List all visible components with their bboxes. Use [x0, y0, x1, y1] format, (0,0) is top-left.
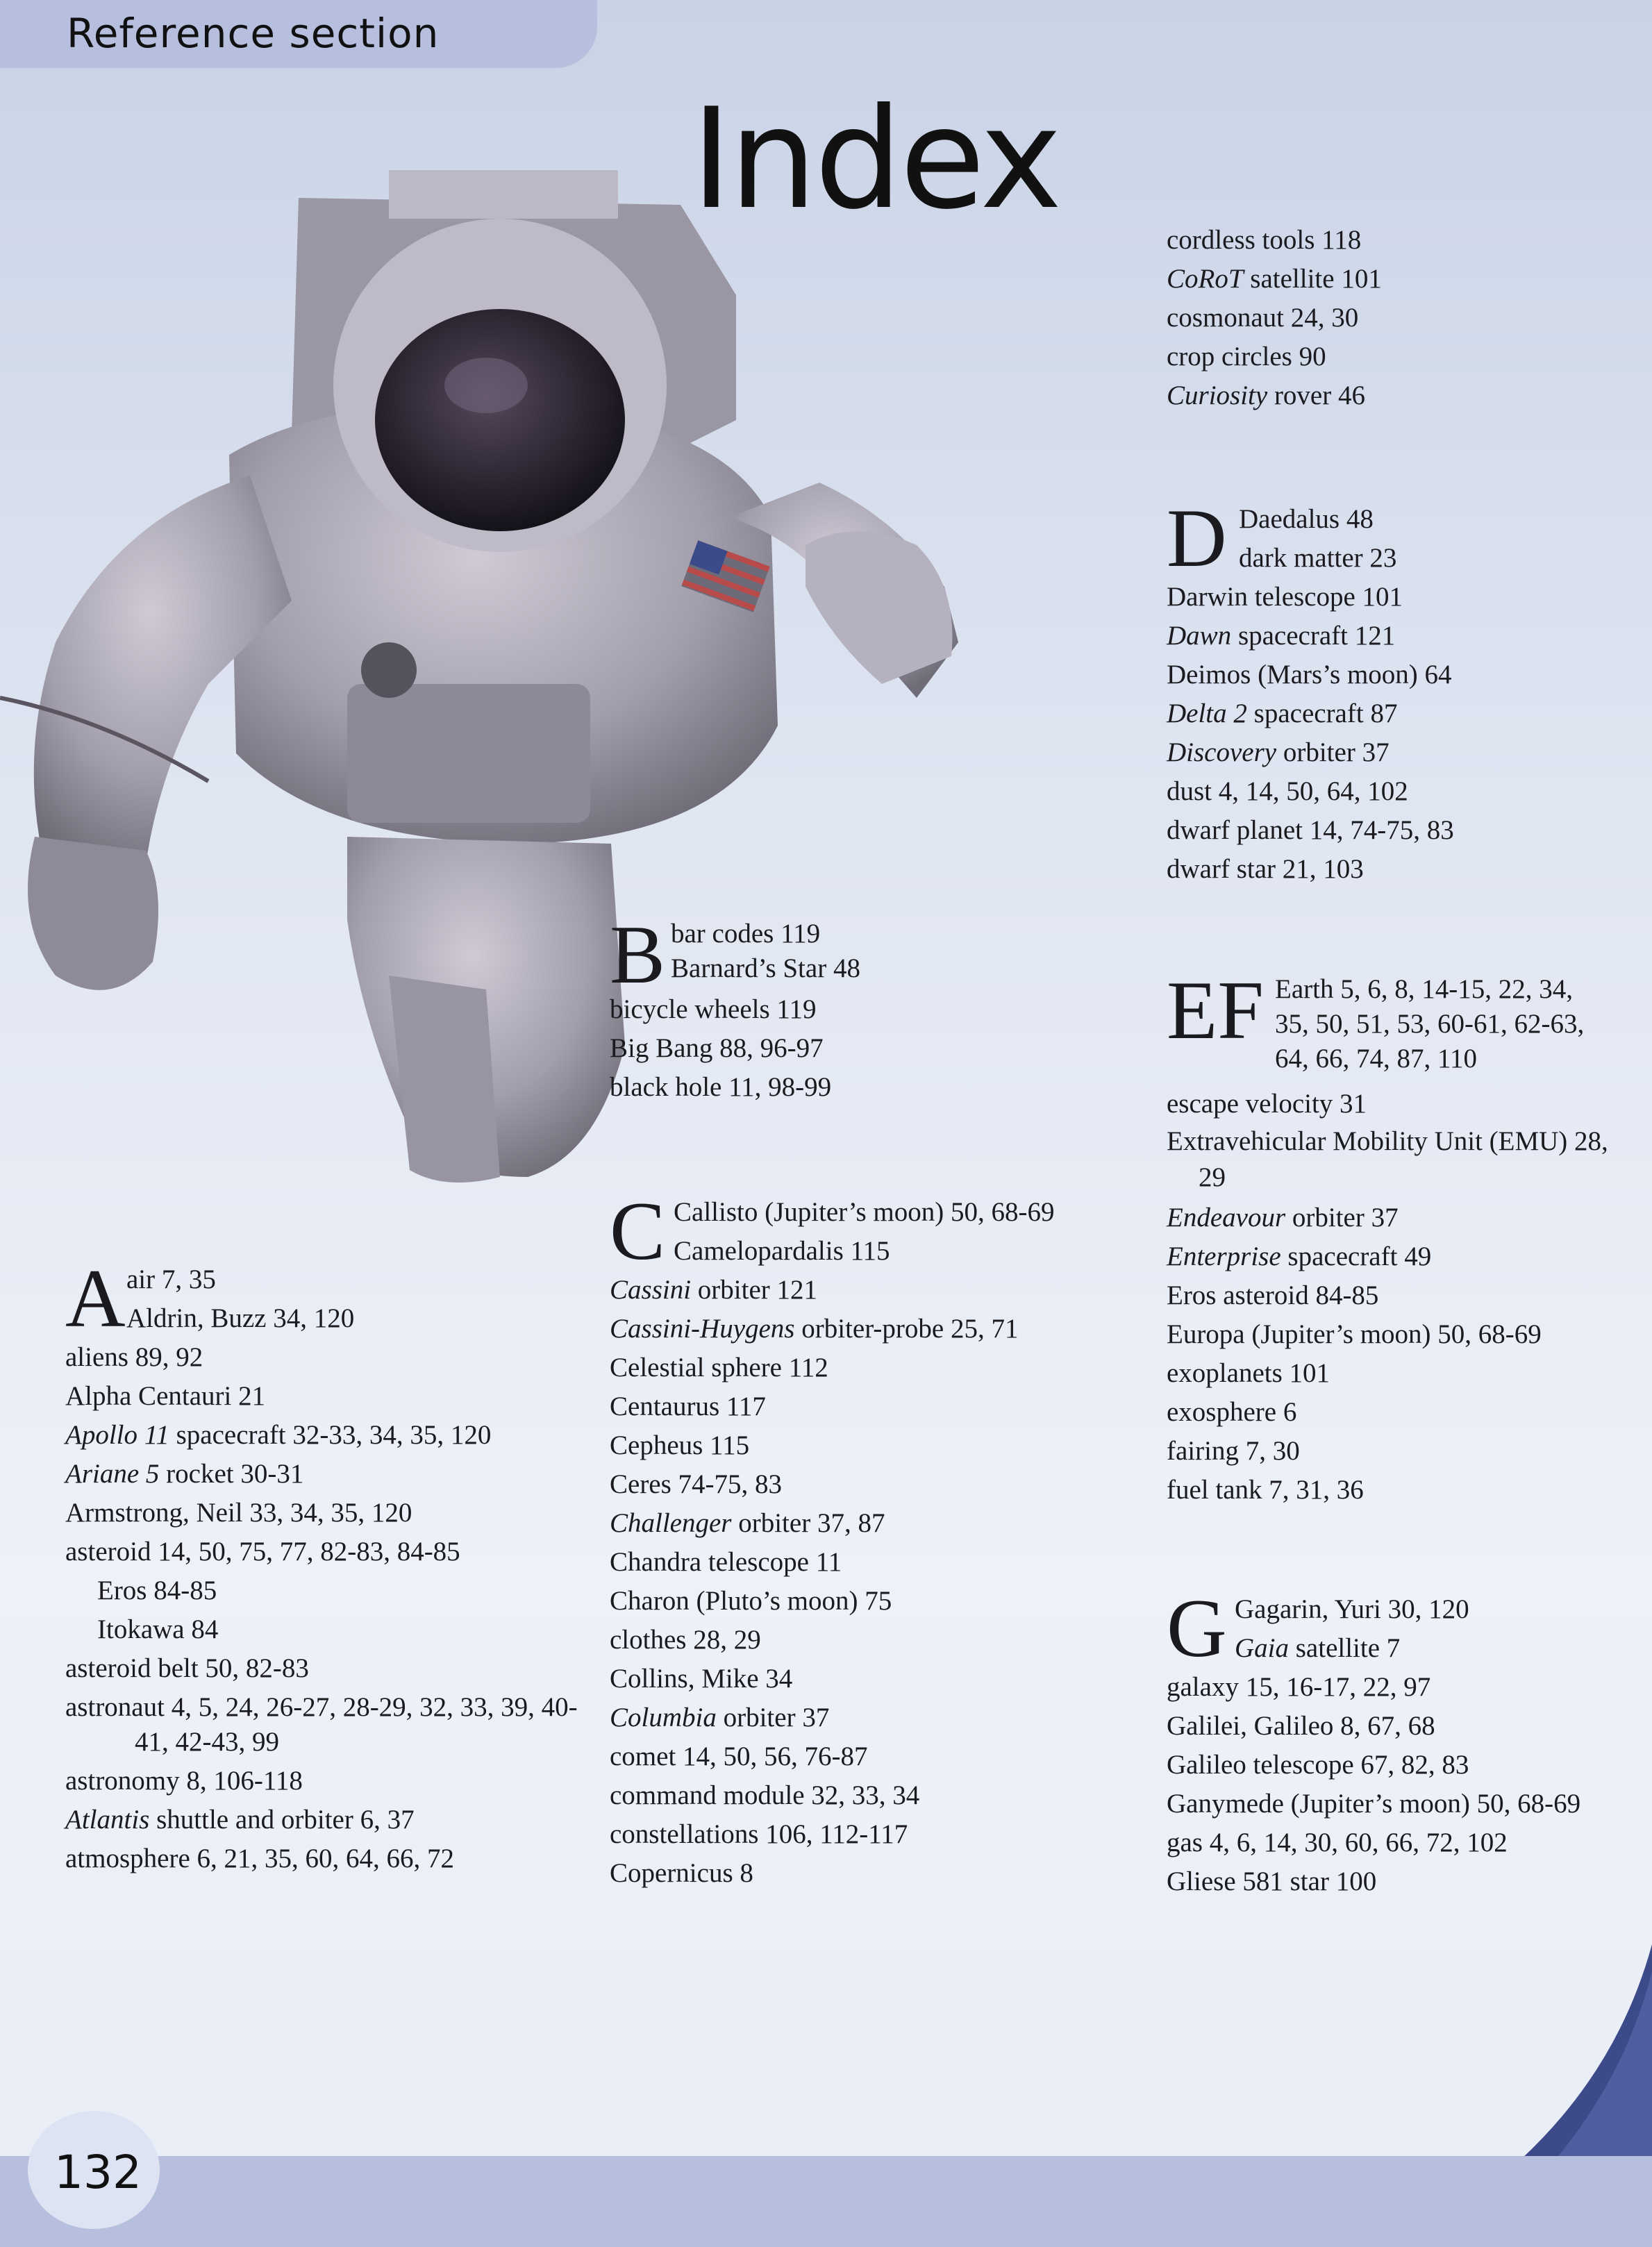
index-entry [610, 1698, 1151, 1737]
index-entry: crop circles 90 [1167, 342, 1326, 371]
entry-italic: CoRoT [1167, 264, 1244, 294]
index-entry: Collins, Mike 34 [610, 1664, 793, 1694]
index-entry: Centaurus 117 [610, 1392, 766, 1421]
index-entry: Copernicus 8 [610, 1858, 753, 1888]
index-entry: Chandra telescope 11 [610, 1547, 842, 1577]
index-entry: Cepheus 115 [610, 1430, 750, 1460]
page-title: Index [691, 78, 1060, 240]
planet-edge-image [1514, 1944, 1652, 2160]
index-entry: Armstrong, Neil 33, 34, 35, 120 [65, 1498, 412, 1528]
index-entry: clothes 28, 29 [610, 1625, 761, 1655]
index-entry [610, 1310, 1151, 1348]
index-entry [1167, 1198, 1639, 1237]
head-entry [1235, 1629, 1639, 1668]
page-number-badge [28, 2111, 160, 2229]
index-entry: Galilei, Galileo 8, 67, 68 [1167, 1711, 1435, 1741]
index-entry [65, 1416, 579, 1455]
entry-italic: Endeavour [1167, 1203, 1286, 1233]
index-entry: Deimos (Mars’s moon) 64 [1167, 660, 1452, 690]
entry-label: spacecraft 87 [1246, 699, 1398, 728]
entry-italic: Gaia [1235, 1633, 1289, 1663]
index-entry: dust 4, 14, 50, 64, 102 [1167, 776, 1408, 806]
head-entry: Daedalus 48 [1239, 504, 1374, 534]
head-entry: 64, 66, 74, 87, 110 [1275, 1044, 1478, 1074]
index-entry: Darwin telescope 101 [1167, 582, 1403, 612]
index-entry: fuel tank 7, 31, 36 [1167, 1475, 1364, 1505]
index-entry: dwarf star 21, 103 [1167, 854, 1364, 884]
entry-label: orbiter 37, 87 [731, 1508, 885, 1538]
section-head-d [1167, 492, 1625, 584]
head-entry: Earth 5, 6, 8, 14-15, 22, 34, [1275, 974, 1573, 1004]
index-entry [610, 1504, 1151, 1543]
section-label: Reference section [67, 10, 440, 57]
head-entry: Camelopardalis 115 [674, 1236, 890, 1266]
index-section-b [610, 908, 1096, 1107]
head-entry: air 7, 35 [126, 1264, 216, 1294]
entry-label: orbiter 37 [1285, 1203, 1399, 1233]
index-entry: cosmonaut 24, 30 [1167, 303, 1359, 333]
index-section-g [1167, 1582, 1639, 1901]
entry-italic: Cassini-Huygens [610, 1314, 795, 1344]
index-entry: exosphere 6 [1167, 1397, 1297, 1427]
head-entry: Barnard’s Star 48 [671, 953, 860, 983]
entry-label: spacecraft 121 [1231, 621, 1396, 651]
index-entry: exoplanets 101 [1167, 1358, 1330, 1388]
index-entry: comet 14, 50, 56, 76-87 [610, 1741, 868, 1771]
index-entry [65, 1377, 579, 1416]
entry-italic: Enterprise [1167, 1242, 1281, 1271]
index-entry [1167, 1237, 1639, 1276]
index-section-ef [1167, 964, 1639, 1510]
index-entry [1167, 260, 1611, 299]
index-entry: black hole 11, 98-99 [610, 1072, 832, 1102]
entry-label: orbiter 37 [1276, 737, 1390, 767]
index-entry: galaxy 15, 16-17, 22, 97 [1167, 1672, 1431, 1702]
entry-italic: Discovery [1167, 737, 1277, 767]
index-entry: aliens 89, 92 [65, 1342, 203, 1372]
drop-letter: G [1167, 1582, 1227, 1674]
index-entry: Ganymede (Jupiter’s moon) 50, 68-69 [1167, 1789, 1581, 1819]
entry-list [65, 1338, 579, 1878]
entry-italic: Atlantis [65, 1805, 150, 1835]
section-head-a [65, 1252, 579, 1344]
index-entry: astronomy 8, 106-118 [65, 1766, 303, 1796]
head-entry: Aldrin, Buzz 34, 120 [126, 1303, 355, 1333]
entry-label: satellite 7 [1289, 1633, 1401, 1663]
index-entry [1167, 733, 1625, 772]
entry-italic: Delta 2 [1167, 699, 1247, 728]
index-section-d [1167, 492, 1625, 889]
drop-letter: D [1167, 492, 1227, 584]
index-entry: constellations 106, 112-117 [610, 1819, 908, 1849]
entry-italic: Challenger [610, 1508, 732, 1538]
entry-italic: Cassini [610, 1275, 692, 1305]
entry-list [1167, 1668, 1639, 1901]
entry-italic: Apollo 11 [65, 1420, 169, 1450]
index-section-c-continued [1167, 221, 1611, 415]
index-entry: Charon (Pluto’s moon) 75 [610, 1586, 892, 1616]
entry-list [610, 1271, 1151, 1893]
head-entry: bar codes 119 [671, 919, 821, 949]
entry-italic: Ariane 5 [65, 1459, 160, 1489]
index-entry: Europa (Jupiter’s moon) 50, 68-69 [1167, 1319, 1542, 1349]
section-head-c [610, 1185, 1151, 1277]
entry-label: rover 46 [1267, 381, 1365, 410]
index-section-c [610, 1185, 1151, 1893]
drop-letter: C [610, 1185, 666, 1277]
entry-label: spacecraft 49 [1280, 1242, 1432, 1271]
index-entry: fairing 7, 30 [1167, 1436, 1300, 1466]
index-entry: asteroid 14, 50, 75, 77, 82-83, 84-85 [65, 1537, 460, 1567]
entry-label: shuttle and orbiter 6, 37 [149, 1805, 415, 1835]
index-entry: astronaut 4, 5, 24, 26-27, 28-29, 32, 33, 39, 40-41, 42-43, 99 [65, 1692, 578, 1757]
head-entry: Callisto (Jupiter’s moon) 50, 68-69 [674, 1197, 1055, 1227]
index-entry: gas 4, 6, 14, 30, 60, 66, 72, 102 [1167, 1828, 1508, 1857]
head-entry: 35, 50, 51, 53, 60-61, 62-63, [1275, 1009, 1585, 1039]
index-entry: escape velocity 31 [1167, 1089, 1367, 1119]
index-entry: Celestial sphere 112 [610, 1353, 828, 1383]
index-entry: Galileo telescope 67, 82, 83 [1167, 1750, 1469, 1780]
index-entry: dwarf planet 14, 74-75, 83 [1167, 815, 1454, 845]
entry-list [610, 990, 1096, 1107]
index-entry: Gliese 581 star 100 [1167, 1866, 1377, 1896]
index-entry [1167, 694, 1625, 733]
index-entry: Big Bang 88, 96-97 [610, 1033, 824, 1063]
index-entry: command module 32, 33, 34 [610, 1780, 920, 1810]
entry-label: orbiter 37 [716, 1703, 830, 1732]
index-entry [1167, 617, 1625, 655]
drop-letter: B [610, 908, 666, 1001]
section-tab [0, 0, 597, 68]
section-head-g [1167, 1582, 1639, 1674]
entry-label: satellite 101 [1243, 264, 1382, 294]
drop-letter: A [65, 1252, 126, 1344]
drop-letter: EF [1167, 964, 1265, 1056]
entry-italic: Curiosity [1167, 381, 1268, 410]
footer-bar [0, 2156, 1652, 2247]
section-head-b [610, 908, 1096, 1001]
section-head-ef [1167, 964, 1639, 1085]
index-entry: bicycle wheels 119 [610, 994, 817, 1024]
index-entry: atmosphere 6, 21, 35, 60, 64, 66, 72 [65, 1844, 455, 1873]
index-entry [1167, 376, 1611, 415]
entry-label: spacecraft 32-33, 34, 35, 120 [169, 1420, 492, 1450]
index-entry: Ceres 74-75, 83 [610, 1469, 783, 1499]
index-subentry: Eros 84-85 [97, 1576, 217, 1605]
index-entry: asteroid belt 50, 82-83 [65, 1653, 309, 1683]
index-entry [65, 1801, 579, 1839]
entry-label: Alpha Centauri 21 [65, 1381, 266, 1411]
entry-label: orbiter-probe 25, 71 [794, 1314, 1019, 1344]
page-number: 132 [54, 2146, 142, 2199]
index-entry: cordless tools 118 [1167, 225, 1362, 255]
entry-list [1167, 1085, 1639, 1510]
entry-italic: Columbia [610, 1703, 717, 1732]
head-entry: Gagarin, Yuri 30, 120 [1235, 1594, 1469, 1624]
index-section-a [65, 1252, 579, 1878]
index-entry: Eros asteroid 84-85 [1167, 1280, 1379, 1310]
entry-italic: Dawn [1167, 621, 1232, 651]
index-subentry: Itokawa 84 [97, 1614, 219, 1644]
entry-label: rocket 30-31 [159, 1459, 304, 1489]
entry-label: orbiter 121 [691, 1275, 818, 1305]
index-entry: Extravehicular Mobility Unit (EMU) 28, 29 [1167, 1126, 1608, 1192]
index-entry [65, 1455, 579, 1494]
head-entry: dark matter 23 [1239, 543, 1397, 573]
index-entry [610, 1271, 1151, 1310]
entry-list [1167, 578, 1625, 889]
